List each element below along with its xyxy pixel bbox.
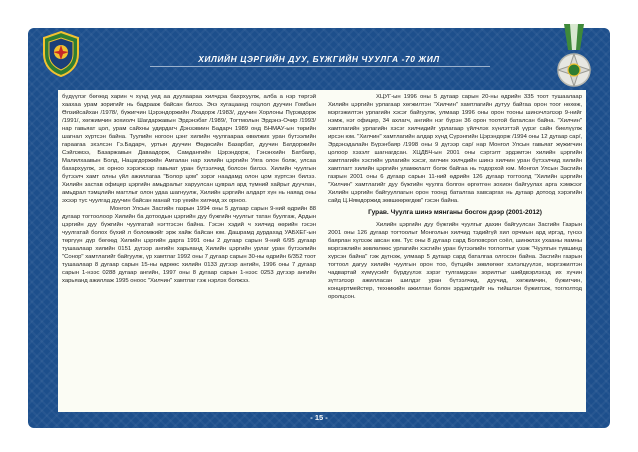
paragraph: Монгол Улсын Засгийн газрын 1994 оны 5 дугаар сарын 9-ний өдрийн 88 дугаар тогтоолоор Хилийн ба дотоодын цэргийн дуу бүжгийн чуулгыг татан буулгаж, Ардын цэргийн дуу бүжгийн чуулгатай нэгтгэсэн байна. Гэсэн хэдий ч хилчид өөрийн гэсэн чуулгатай болох бүхий л боломжийг эрж хайж байсан юм. Дашрамд дурдахад УАБХЕГ-ын төргүүн дүр бөгөөд Хилийн цэргийн дарга 1991 оны 2 дугаар сарын 9-ний 6/95 дугаар тушаалаар хилийн 0151 дүгээр ангийн харьяанд Хилийн цэргийн урлаг уран бүтээлийн "Сонор" хамтлагийг байгуулж, үр хамтлаг 1992 оны 7 дугаар сарын 30-ны өдрийн 6/352 тоот тушаалаар 8 дугаар сарын 15-ны өдрөөс хилийн 0133 дүгээр ангийн, 1996 оны 7 дугаар сарын 1-нээс 0288 дугаар ангийн, 1997 оны 8 дугаар сарын 1-нээс 0253 дүгээр ангийн харьяанд ажиллаж 1995 оноос "Хилчин" хамтлаг гэж нэрлэх болжээ. [62,206,316,284]
paragraph: бүдүүлэг бөгөөд харин ч хүнд уед аа дуулаараа хилчдэа бахрхуулж, алба а нэр төргэй хаахаа урам зоригийг нь бадрааж байсан билээ. Энэ хугацаанд гоцлол дуучин Гомбын Өлзийсайхан /1978/, бүжигчин Цэрэндоржийн Лхадорж /1983/, дуучин Хорлоны Пүрэвдорж /1991/, хөгжимчин зохиолч Шагдаржавын Эрдэнэбат /1989/, Тогтмолын Эрдэнэ-Очир /1993/ нар гавьяат цол, урам сайхны удирдагч Дэнзэвиин Бадарч 1989 онд БНМАУ-ын төрийн шагнал хүртсэн байна. Туулийн ногоон цэнг хилийн чуулгаараа өвөлжих уран бүтээлийн гараагаа эхэлсэн Гэ.Бадарч, уртын дуучин Өөдөсийн Базарбат, дуучин Батдоржийн Сэйлэмээ, Базаржавын Даваадорж, Самдангийн Цэрэндорж, Гэнэнхийн Батбаяр, Малилхаавын Болд, Нацагдоржийн Амгалан нар хилийн цэргийн Уяга олон болж, улсаа бахархуулж, эх орноо хэрэгжээр гавьяат уран бүтээлчид болсон билээ. Хилийн чуулгын бүтээлч хамт олны үйл ажиллагаа "Болор цом" зэрэг наадамд олон цом хүртсэн билээ. Хилийн застав офицер цэргийн амьдралыг харуулсан цуврал ард түмний хайрыг дуучлан, амьдрал тэмцлийн магтлыг олон удаа шагнуулж, Хилийн цэргийн алдарт хүн нь наяад оны эхээр тус чуулгад дуучин байсан манай тэр үеийн хилчид эх орноо. [62,94,316,204]
right-column [328,93,582,301]
title-underline [150,66,490,67]
content-sheet [58,90,586,412]
paragraph: ХЦУГ-ын 1996 оны 5 дугаар сарын 20-ны өдрийн 335 тоот тушаалаар Хилийн цэргийн урлагаар хөгжилтэн "Хилчин" хамтлагийн дутуу байгаа орон тоог нөхөж, мэргэжилтэн урлагийн хэсэг байгуулж, улмаар 1996 оны орон тооны шинэчлэлээр 9-нийг нэмж, нэг офицер, 34 ахлагч, ангийн нэг бүрэн 36 орон тоотой баталсан байна. "Хилчин" хамтлагийн урлагийн хэсэг хилчидийг урлагаар үйлчлэх хүнлэттэй үүрэг сайн биелүүлж ирсэн юм. "Хилчин" хамтлагийн алдар хүнд Сүрэнгийн Цэрэндорж /1994 оны 12 дугаар сар/, Эрдэнэдалайн Бүрэнбаяр /1998 оны 9 дүгээр сар/ нар Монгол Улсын гавьяат жүжигчин цолоор хэзэлг шагнагдсан. ХЦДБЧ-ын 2001 оны сэргэлт эрдэмтэн хилийн цэргийн хамтлагийн хэсгийн урлагийн хэсэг, хилчин хилчдийн шинэ хилчин уран бүтээлчид хилийн хамтлагт хилийн цэргийн уламжлалт болж байгаа нь тодорхой юм. Монгол Улсын Засгийн газрын 2001 оны 6 дугаар сарын 11-ний өдрийн 126 дугаар тогтоолд "Хилийн цэргийн "Хилчин" хамтлагийг дуу бүжгийн чуулга болгон өргөтгөн зохион байгуулах арга хэмжээг Хилийн цэргийн байгууллагын орон тоонд баталгаа хавсаргах нь дугаар дотоод хэрэгийн сайд Ц.Нямдоржид зөвшөөрөгдөв" гэсэн байна. [328,94,582,204]
page-title: ХИЛИЙН ЦЭРГИЙН ДУУ, БҮЖГИЙН ЧУУЛГА -70 ЖИЛ [198,54,440,64]
order-medal-icon [552,24,596,98]
paragraph: Хилийн цэргийн дуу бүжгийн чуулгыг дахин байгуулсан Засгийн Газрын 2001 оны 126 дугаар тогтоолыг Монголын хилчид тэдийгүй хил орчмын ард иргэд, гүнээ баярлан хүлээж авсан юм. Тус оны 8 дугаар сард Боловсрол соёл, шинжлэх ухааны яамны мэргэжлийн зөвлөлөөс урлагийн хэсгийн уран бүтээлийн тоглолтыг үзэж "Чуулгын түвшинд хүрсэн байна" гэж дүгнэж, улмаар 5 дугаар сард баталгаа олгосон байна. Засгийн газрын тогтоол дагуу хилийн чуулгын орон тоо, бүтцийн зөвлөгөөг хэлэлцүүлэх, мэргэжилтэн чадвартай хүмүүсийг бүрдүүлэх зэрэг тулгамдсан зорилтыг шийдвэрлэхэд их хүчин зүтгэлээр ажилласан шилдэг уран бүтээлчид, дуучид, хөгжимчин, бүжигчин, концертмейстер, техникийн ажилтан болон эрдэмтдийг нь тийшлэн бүжиглэж, тоглолтод оролцсон. [328,222,582,300]
left-column [62,93,316,285]
page-number: - 15 - [310,413,328,422]
section-heading: Гурав. Чуулга шинэ мянганы босгон дээр (2001-2012) [368,209,542,216]
